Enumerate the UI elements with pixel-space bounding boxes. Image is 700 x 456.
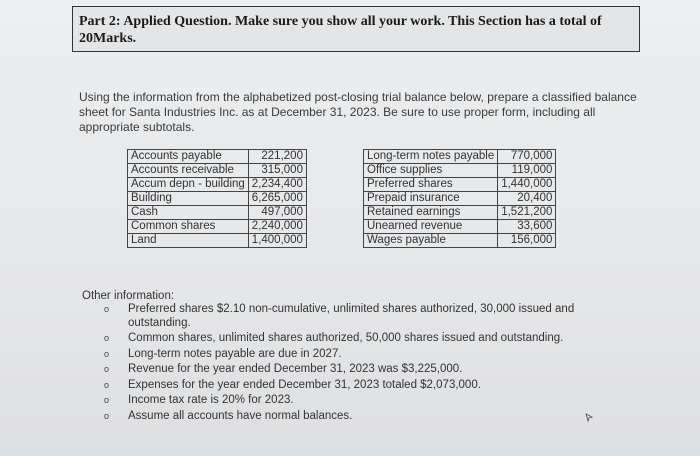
table-row bbox=[128, 178, 307, 192]
account-name-cell: Wages payable bbox=[364, 234, 498, 248]
list-item bbox=[104, 379, 594, 393]
list-item bbox=[104, 410, 594, 424]
account-name-cell: Office supplies bbox=[364, 164, 498, 178]
list-item-text: Income tax rate is 20% for 2023. bbox=[128, 394, 294, 406]
other-information-list bbox=[104, 303, 594, 425]
table-row bbox=[364, 234, 556, 248]
table-row bbox=[364, 192, 556, 206]
bullet-icon: o bbox=[104, 410, 110, 421]
trial-balance-left-table bbox=[127, 149, 307, 248]
account-name-cell: Land bbox=[128, 234, 249, 248]
account-amount-cell: 33,600 bbox=[498, 220, 556, 234]
table-row bbox=[128, 220, 307, 234]
list-item bbox=[104, 303, 594, 330]
trial-balance-right-table bbox=[363, 149, 556, 248]
list-item bbox=[104, 332, 594, 346]
account-amount-cell: 221,200 bbox=[248, 150, 306, 164]
bullet-icon: o bbox=[104, 333, 110, 343]
table-row bbox=[364, 150, 556, 164]
other-information-heading: Other information: bbox=[82, 290, 175, 302]
account-name-cell: Common shares bbox=[128, 220, 249, 234]
table-row bbox=[364, 178, 556, 192]
table-row bbox=[128, 234, 307, 248]
account-name-cell: Retained earnings bbox=[364, 206, 498, 220]
account-amount-cell: 2,234,400 bbox=[248, 178, 306, 192]
list-item bbox=[104, 394, 594, 408]
list-item-text: Expenses for the year ended December 31, 2023 totaled $2,073,000. bbox=[128, 378, 481, 391]
account-name-cell: Prepaid insurance bbox=[364, 192, 498, 206]
account-name-cell: Building bbox=[128, 192, 249, 206]
table-row bbox=[128, 164, 307, 178]
bullet-icon: o bbox=[104, 395, 110, 405]
section-header-box bbox=[72, 6, 640, 52]
account-name-cell: Unearned revenue bbox=[364, 220, 498, 234]
table-row bbox=[128, 150, 307, 164]
account-name-cell: Long-term notes payable bbox=[364, 150, 498, 164]
account-amount-cell: 1,521,200 bbox=[498, 206, 556, 220]
list-item-text: Revenue for the year ended December 31, 2023 was $3,225,000. bbox=[128, 363, 463, 375]
bullet-icon: o bbox=[104, 348, 110, 359]
table-row bbox=[364, 164, 556, 178]
list-item-text: Preferred shares $2.10 non-cumulative, unlimited shares authorized, 30,000 issued and outstanding. bbox=[128, 303, 575, 329]
section-header-title: Part 2: Applied Question. Make sure you show all your work. This Section has a total of 20Marks. bbox=[79, 14, 602, 46]
account-amount-cell: 497,000 bbox=[248, 206, 306, 220]
account-name-cell: Accounts receivable bbox=[128, 164, 249, 178]
account-amount-cell: 2,240,000 bbox=[248, 220, 306, 234]
list-item bbox=[104, 363, 594, 377]
table-row bbox=[364, 220, 556, 234]
list-item bbox=[104, 348, 594, 362]
bullet-icon: o bbox=[104, 379, 110, 390]
account-name-cell: Accum depn - building bbox=[128, 178, 249, 192]
table-row bbox=[128, 192, 307, 206]
account-name-cell: Cash bbox=[128, 206, 249, 220]
list-item-text: Assume all accounts have normal balances. bbox=[128, 409, 353, 422]
table-row bbox=[364, 206, 556, 220]
list-item-text: Common shares, unlimited shares authorized, 50,000 shares issued and outstanding. bbox=[128, 332, 564, 344]
list-item-text: Long-term notes payable are due in 2027. bbox=[128, 347, 342, 360]
account-amount-cell: 1,440,000 bbox=[498, 178, 556, 192]
account-amount-cell: 119,000 bbox=[498, 164, 556, 178]
account-name-cell: Preferred shares bbox=[364, 178, 498, 192]
bullet-icon: o bbox=[104, 364, 110, 374]
account-amount-cell: 315,000 bbox=[248, 164, 306, 178]
question-instructions: Using the information from the alphabetized post-closing trial balance below, prepare a classified balance sheet for Santa Industries Inc. as at December 31, 2023. Be sure to use proper form, including all appropriate subtotals. bbox=[79, 90, 637, 134]
account-name-cell: Accounts payable bbox=[128, 150, 249, 164]
table-row bbox=[128, 206, 307, 220]
mouse-cursor-icon bbox=[584, 413, 594, 423]
account-amount-cell: 1,400,000 bbox=[248, 234, 306, 248]
account-amount-cell: 6,265,000 bbox=[248, 192, 306, 206]
account-amount-cell: 20,400 bbox=[498, 192, 556, 206]
bullet-icon: o bbox=[104, 304, 110, 314]
account-amount-cell: 770,000 bbox=[498, 150, 556, 164]
account-amount-cell: 156,000 bbox=[498, 234, 556, 248]
